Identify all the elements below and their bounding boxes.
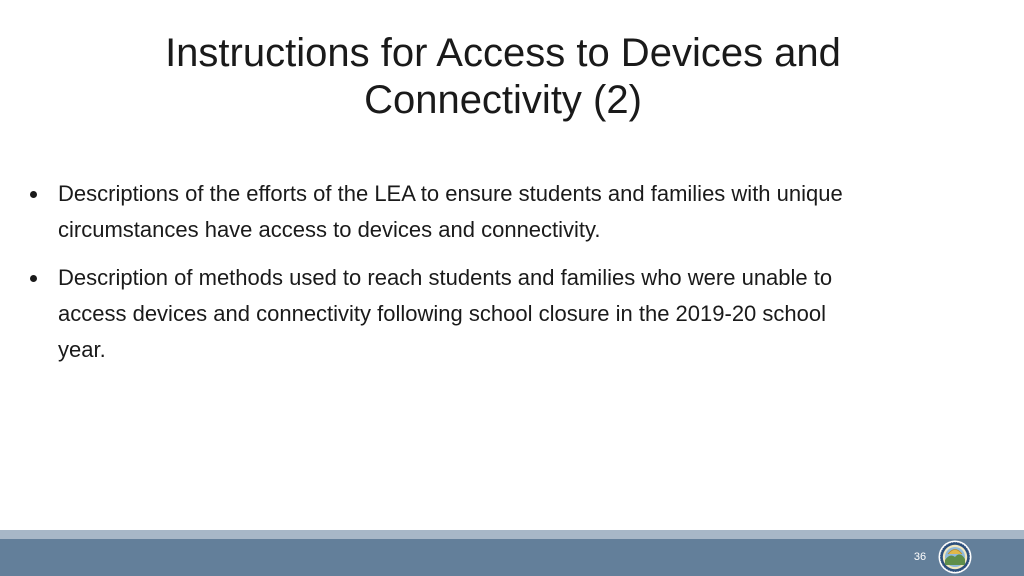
page-number: 36 (913, 551, 927, 563)
state-seal-icon (938, 540, 972, 574)
bullet-dot-icon (30, 191, 37, 198)
bullet-dot-icon (30, 275, 37, 282)
bullet-text-line: circumstances have access to devices and connectivity. (58, 217, 601, 242)
bullet-item (30, 260, 990, 368)
slide-title-line-2: Connectivity (2) (364, 78, 642, 122)
slide-title-line-1: Instructions for Access to Devices and (165, 31, 841, 75)
bullet-text-line: year. (58, 337, 106, 362)
footer-accent-strip (0, 530, 1024, 539)
slide-title (100, 30, 906, 124)
bullet-text-line: Descriptions of the efforts of the LEA to ensure students and families with unique (58, 181, 843, 206)
bullet-item (30, 176, 990, 248)
bullet-list (30, 176, 990, 380)
bullet-text-line: access devices and connectivity following school closure in the 2019-20 school (58, 301, 826, 326)
footer-bar (0, 539, 1024, 576)
bullet-text-line: Description of methods used to reach students and families who were unable to (58, 265, 833, 290)
